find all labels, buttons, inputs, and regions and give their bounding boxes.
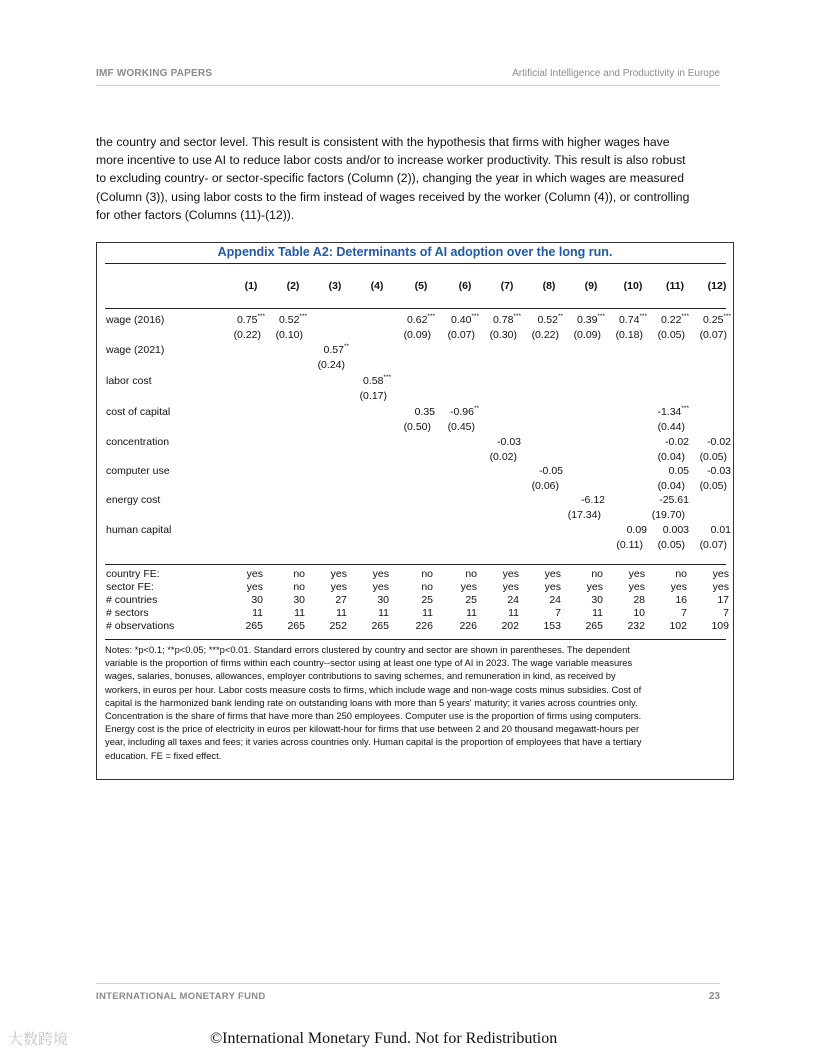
stat-value: yes (712, 568, 729, 580)
page-number: 23 (708, 991, 720, 1002)
standard-error-cell: (0.09) (573, 329, 601, 341)
coefficient-cell (324, 344, 350, 356)
significance-stars: *** (597, 313, 605, 320)
coefficient-value: 0.52 (278, 314, 300, 326)
stat-value: 265 (585, 620, 603, 632)
stat-value: 30 (377, 594, 389, 606)
notes-line: Concentration is the share of firms that have more than 250 employees. Computer use is the proportion of firms using computers. (105, 710, 642, 722)
significance-stars: *** (257, 313, 265, 320)
stat-label: # sectors (106, 607, 149, 619)
significance-stars: *** (383, 374, 391, 381)
coefficient-value: 0.01 (710, 524, 731, 536)
column-header: (6) (458, 280, 472, 292)
column-header: (8) (542, 280, 556, 292)
significance-stars: ** (343, 343, 349, 350)
stat-value: 24 (507, 594, 519, 606)
running-header-title: Artificial Intelligence and Productivity in Europe (512, 68, 720, 79)
column-header: (9) (584, 280, 598, 292)
standard-error-cell: (0.07) (699, 329, 727, 341)
stat-value: 11 (422, 607, 433, 619)
paragraph-line: to excluding country- or sector-specific factors (Column (2)), changing the year in which wages are measured (96, 171, 684, 186)
standard-error-cell: (0.11) (616, 539, 643, 551)
stat-value: 7 (723, 607, 729, 619)
standard-error-cell: (0.07) (699, 539, 727, 551)
stat-value: yes (628, 568, 645, 580)
coefficient-value: 0.57 (323, 344, 344, 356)
coefficient-cell (450, 406, 479, 418)
column-header: (4) (370, 280, 384, 292)
column-header: (3) (328, 280, 342, 292)
standard-error-cell: (0.07) (447, 329, 475, 341)
paragraph-line: more incentive to use AI to reduce labor costs and/or to increase worker productivity. This result is also robust (96, 153, 686, 168)
paragraph-line: the country and sector level. This result is consistent with the hypothesis that firms with higher wages have (96, 135, 670, 149)
stat-label: # observations (106, 620, 175, 632)
coefficient-cell (703, 314, 731, 326)
stat-label: # countries (106, 594, 158, 606)
standard-error-cell: (17.34) (567, 509, 601, 521)
stat-value: 202 (501, 620, 519, 632)
stat-value: no (293, 581, 305, 593)
notes-line: Energy cost is the price of electricity in euros per kilowatt-hour for firms that use between 2 and 20 thousand megawatt-hours per (105, 723, 640, 735)
standard-error-cell: (0.05) (699, 480, 727, 492)
coefficient-cell (407, 314, 435, 326)
column-header: (1) (244, 280, 258, 292)
table-notes-rule (105, 639, 726, 640)
significance-stars: *** (681, 313, 689, 320)
coefficient-cell (237, 314, 265, 326)
stat-value: 11 (508, 607, 519, 619)
coefficient-value: 0.09 (626, 524, 647, 536)
stat-value: yes (586, 581, 603, 593)
column-header: (5) (414, 280, 428, 292)
stat-value: 28 (633, 594, 645, 606)
stat-value: 11 (466, 607, 477, 619)
significance-stars: *** (723, 313, 731, 320)
standard-error-cell: (0.17) (359, 390, 387, 402)
coefficient-value: -0.05 (539, 465, 563, 477)
standard-error-cell: (0.05) (699, 451, 727, 463)
stat-value: yes (544, 581, 561, 593)
stat-value: 252 (329, 620, 347, 632)
stat-value: 11 (592, 607, 603, 619)
stat-value: 11 (252, 607, 263, 619)
coefficient-value: -0.02 (665, 436, 689, 448)
coefficient-value: 0.05 (668, 465, 689, 477)
stat-value: 27 (335, 594, 347, 606)
coefficient-cell (707, 465, 731, 477)
coefficient-cell (577, 314, 605, 326)
stat-value: yes (460, 581, 477, 593)
stat-value: yes (502, 581, 519, 593)
stat-value: yes (330, 568, 347, 580)
header-divider (96, 85, 720, 86)
standard-error-cell: (0.05) (657, 539, 685, 551)
significance-stars: ** (557, 313, 563, 320)
row-label: energy cost (106, 494, 161, 506)
coefficient-cell (707, 436, 731, 448)
stat-value: no (421, 581, 433, 593)
coefficient-cell (493, 314, 521, 326)
stat-value: 11 (336, 607, 347, 619)
notes-line: education. FE = fixed effect. (105, 749, 222, 761)
column-header: (7) (500, 280, 514, 292)
standard-error-cell: (0.44) (657, 421, 685, 433)
significance-stars: *** (427, 313, 435, 320)
stat-value: yes (544, 568, 561, 580)
stat-value: 153 (543, 620, 561, 632)
standard-error-cell: (0.22) (531, 329, 559, 341)
body-paragraph (96, 133, 726, 224)
coefficient-cell (497, 436, 521, 448)
stat-value: yes (372, 568, 389, 580)
stat-value: 11 (294, 607, 305, 619)
row-label: labor cost (106, 375, 152, 387)
coefficient-value: -25.61 (659, 494, 689, 506)
stat-value: 7 (555, 607, 561, 619)
table-title: Appendix Table A2: Determinants of AI adoption over the long run. (217, 245, 613, 259)
stat-value: no (465, 568, 477, 580)
coefficient-value: 0.35 (414, 406, 435, 418)
stat-value: 102 (669, 620, 687, 632)
stat-value: no (675, 568, 687, 580)
significance-stars: *** (299, 313, 307, 320)
stat-value: yes (372, 581, 389, 593)
footer-publisher: INTERNATIONAL MONETARY FUND (96, 991, 266, 1002)
stat-value: yes (330, 581, 347, 593)
stat-value: 17 (717, 594, 729, 606)
significance-stars: *** (681, 405, 689, 412)
standard-error-cell: (0.22) (233, 329, 261, 341)
coefficient-cell (627, 524, 647, 536)
stat-value: yes (670, 581, 687, 593)
coefficient-value: -6.12 (581, 494, 605, 506)
standard-error-cell: (0.30) (489, 329, 517, 341)
notes-line: workers, in euros per hour. Labor costs measure costs to firms, which include wage and non-wage costs minus subsidies. Cost of (105, 683, 642, 695)
notes-line: Notes: *p<0.1; **p<0.05; ***p<0.01. Standard errors clustered by country and sector are shown in parentheses. The dependent (105, 644, 630, 655)
coefficient-cell (657, 406, 689, 418)
coefficient-value: 0.25 (702, 314, 724, 326)
standard-error-cell: (0.04) (657, 480, 685, 492)
column-header: (11) (665, 280, 685, 292)
coefficient-value: 0.39 (576, 314, 598, 326)
stat-value: 25 (465, 594, 477, 606)
stat-value: 109 (711, 620, 729, 632)
stat-value: 30 (293, 594, 305, 606)
coefficient-value: 0.22 (660, 314, 682, 326)
coefficient-cell (363, 375, 391, 387)
stat-value: 25 (421, 594, 433, 606)
running-header-series: IMF WORKING PAPERS (96, 68, 213, 79)
row-label: wage (2021) (106, 344, 165, 356)
standard-error-cell: (0.50) (403, 421, 431, 433)
standard-error-cell: (0.18) (615, 329, 643, 341)
row-label: human capital (106, 524, 172, 536)
stat-value: 265 (245, 620, 263, 632)
coefficient-cell (663, 524, 689, 536)
stat-value: no (293, 568, 305, 580)
stat-value: no (421, 568, 433, 580)
significance-stars: *** (513, 313, 521, 320)
notes-line: variable is the proportion of firms within each country--sector using at least one type of AI in 2023. The wage variable measures (105, 657, 633, 669)
coefficient-value: -0.03 (497, 436, 521, 448)
coefficient-cell (661, 314, 689, 326)
stat-value: 226 (415, 620, 433, 632)
coefficient-value: -0.96 (450, 406, 474, 418)
stat-value: 232 (627, 620, 645, 632)
stat-value: yes (246, 568, 263, 580)
coefficient-cell (711, 524, 731, 536)
standard-error-cell: (0.09) (403, 329, 431, 341)
stat-value: yes (246, 581, 263, 593)
coefficient-value: 0.58 (362, 375, 384, 387)
coefficient-cell (581, 494, 605, 506)
standard-error-cell: (0.24) (317, 359, 345, 371)
copyright-notice: ©International Monetary Fund. Not for Redistribution (210, 1030, 558, 1047)
coefficient-cell (415, 406, 435, 418)
standard-error-cell: (0.05) (657, 329, 685, 341)
stat-label: country FE: (106, 568, 160, 580)
coefficient-cell (665, 436, 689, 448)
coefficient-value: 0.74 (618, 314, 640, 326)
stat-value: yes (502, 568, 519, 580)
standard-error-cell: (0.04) (657, 451, 685, 463)
stat-value: 11 (378, 607, 389, 619)
column-header: (12) (707, 280, 727, 292)
coefficient-value: 0.78 (492, 314, 514, 326)
stat-value: 265 (371, 620, 389, 632)
coefficient-value: 0.75 (236, 314, 258, 326)
stat-label: sector FE: (106, 581, 154, 593)
paragraph-line: (Column (3)), using labor costs to the firm instead of wages received by the worker (Column (4)), or controlling (96, 189, 690, 204)
table-notes (105, 643, 723, 762)
stat-value: 30 (591, 594, 603, 606)
watermark-logo: 大数跨境 (8, 1031, 69, 1048)
table-top-rule (105, 263, 726, 264)
standard-error-cell: (0.10) (275, 329, 303, 341)
standard-error-cell: (19.70) (651, 509, 685, 521)
stat-value: 7 (681, 607, 687, 619)
coefficient-cell (538, 314, 564, 326)
standard-error-cell: (0.06) (531, 480, 559, 492)
table-header-rule (105, 308, 726, 309)
stat-value: yes (712, 581, 729, 593)
stat-value: 265 (287, 620, 305, 632)
coefficient-value: 0.62 (406, 314, 428, 326)
coefficient-value: 0.40 (450, 314, 472, 326)
significance-stars: *** (639, 313, 647, 320)
stat-value: 10 (633, 607, 645, 619)
standard-error-cell: (0.45) (447, 421, 475, 433)
row-label: cost of capital (106, 406, 171, 418)
coefficient-value: 0.003 (662, 524, 689, 536)
stat-value: no (591, 568, 603, 580)
row-label: concentration (106, 436, 170, 448)
stat-value: 24 (549, 594, 561, 606)
table-stats-rule (105, 564, 726, 565)
standard-error-cell: (0.02) (489, 451, 517, 463)
coefficient-cell (669, 465, 689, 477)
significance-stars: *** (471, 313, 479, 320)
stat-value: 16 (675, 594, 687, 606)
coefficient-cell (659, 494, 689, 506)
notes-line: capital is the harmonized bank lending rate on outstanding loans with more than 5 years' maturity; it varies across countries only. (105, 696, 638, 708)
notes-line: year, including all taxes and fees; it varies across countries only. Human capital is the proportion of employees that have a tertiary (105, 736, 642, 748)
coefficient-value: 0.52 (537, 314, 558, 326)
row-label: computer use (106, 465, 170, 477)
column-header: (10) (623, 280, 643, 292)
notes-line: wages, salaries, bonuses, allowances, employer contributions to saving schemes, and remuneration in kind, as received by (105, 670, 616, 682)
stat-value: 226 (459, 620, 477, 632)
significance-stars: ** (473, 405, 479, 412)
coefficient-value: -0.03 (707, 465, 731, 477)
footer-divider (96, 983, 720, 984)
appendix-table (96, 242, 734, 780)
stat-value: yes (628, 581, 645, 593)
coefficient-value: -0.02 (707, 436, 731, 448)
column-header: (2) (286, 280, 300, 292)
stat-value: 30 (251, 594, 263, 606)
coefficient-value: -1.34 (657, 406, 682, 418)
coefficient-cell (279, 314, 307, 326)
coefficient-cell (451, 314, 479, 326)
coefficient-cell (619, 314, 647, 326)
coefficient-cell (539, 465, 563, 477)
paragraph-line: for other factors (Columns (11)-(12)). (96, 207, 295, 222)
row-label: wage (2016) (106, 314, 165, 326)
